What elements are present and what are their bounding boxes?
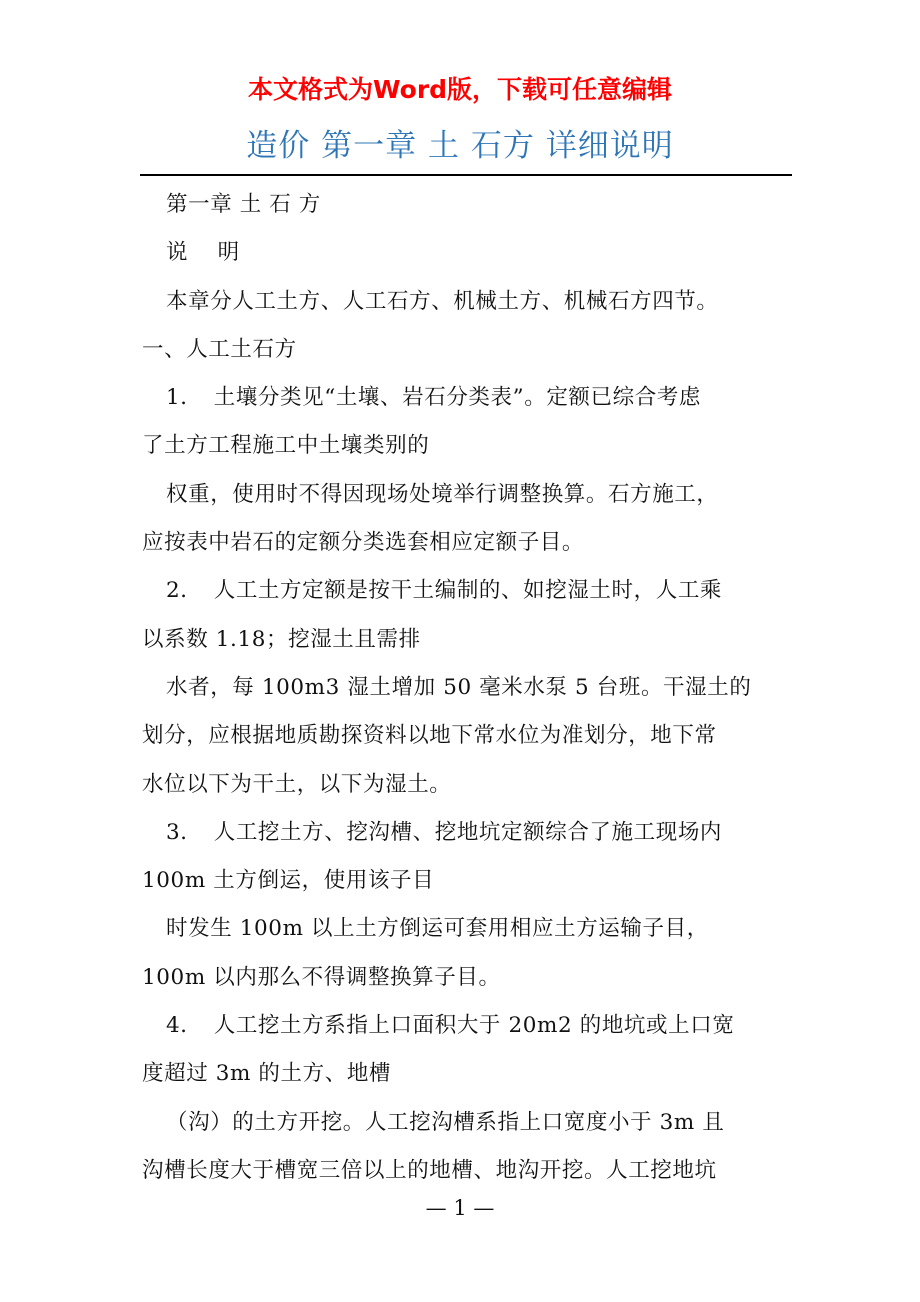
text-line: 3． 人工挖土方、挖沟槽、挖地坑定额综合了施工现场内 — [166, 819, 723, 845]
page-number: — 1 — — [425, 1196, 495, 1220]
format-banner: 本文格式为Word版，下载可任意编辑 — [247, 75, 673, 104]
text-line: 了土方工程施工中土壤类别的 — [142, 433, 430, 459]
text-line: 1． 土壤分类见“土壤、岩石分类表”。定额已综合考虑 — [166, 385, 702, 411]
text-line: （沟）的土方开挖。人工挖沟槽系指上口宽度小于 3m 且 — [166, 1109, 725, 1135]
document-body — [142, 187, 802, 1201]
text-line: 一、人工土石方 — [142, 336, 297, 362]
text-line: 水位以下为干土，以下为湿土。 — [142, 771, 452, 797]
text-line: 权重，使用时不得因现场处境举行调整换算。石方施工， — [166, 481, 719, 507]
text-line: 水者，每 100m3 湿土增加 50 毫米水泵 5 台班。干湿土的 — [166, 674, 752, 700]
text-line: 第一章 土 石 方 — [166, 192, 321, 217]
text-line: 沟槽长度大于槽宽三倍以上的地槽、地沟开挖。人工挖地坑 — [142, 1157, 717, 1183]
text-line: 度超过 3m 的土方、地槽 — [142, 1061, 392, 1087]
document-title: 造价 第一章 土 石方 详细说明 — [246, 128, 674, 164]
title-divider — [140, 174, 792, 176]
text-line: 2． 人工土方定额是按干土编制的、如挖湿土时，人工乘 — [166, 578, 723, 604]
text-line: 以系数 1.18；挖湿土且需排 — [142, 626, 421, 652]
text-line: 应按表中岩石的定额分类选套相应定额子目。 — [142, 530, 585, 556]
text-line: 100m 以内那么不得调整换算子目。 — [142, 964, 501, 990]
text-line: 时发生 100m 以上土方倒运可套用相应土方运输子目， — [166, 916, 709, 942]
text-line: 本章分人工土方、人工石方、机械土方、机械石方四节。 — [166, 288, 719, 314]
text-line: 100m 土方倒运，使用该子目 — [142, 868, 435, 894]
text-line: 4． 人工挖土方系指上口面积大于 20m2 的地坑或上口宽 — [166, 1013, 735, 1039]
text-line: 说 明 — [166, 240, 240, 266]
text-line: 划分，应根据地质勘探资料以地下常水位为准划分，地下常 — [142, 723, 717, 749]
